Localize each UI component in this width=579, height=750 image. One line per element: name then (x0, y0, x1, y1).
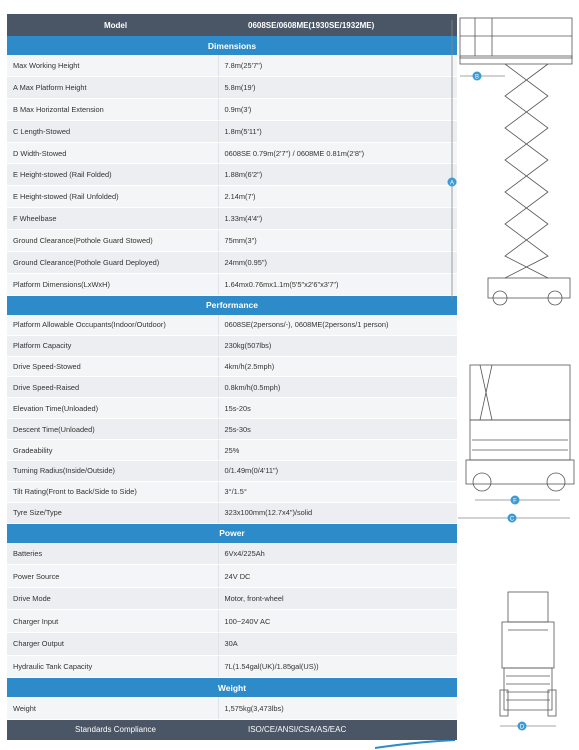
table-row (7, 655, 457, 678)
row-label: Drive Speed-Raised (7, 377, 218, 398)
row-label: Charger Input (7, 610, 218, 633)
row-label: Drive Speed-Stowed (7, 356, 218, 377)
row-label: Descent Time(Unloaded) (7, 419, 218, 440)
section-title: Weight (7, 678, 457, 698)
table-row (7, 502, 457, 523)
model-label: Model (7, 14, 218, 36)
front-view (500, 592, 556, 726)
table-row (7, 481, 457, 502)
table-row (7, 98, 457, 120)
row-value: 4km/h(2.5mph) (218, 356, 457, 377)
row-label: Tyre Size/Type (7, 502, 218, 523)
row-value: 0.8km/h(0.5mph) (218, 377, 457, 398)
row-value: 25% (218, 440, 457, 461)
section-dimensions (7, 36, 457, 55)
row-label: D Width-Stowed (7, 142, 218, 164)
marker-d-label: D (519, 724, 525, 731)
table-row (7, 335, 457, 356)
table-row (7, 565, 457, 588)
table-row (7, 377, 457, 398)
row-value: 3°/1.5° (218, 481, 457, 502)
section-weight (7, 678, 457, 698)
row-value: 323x100mm(12.7x4")/solid (218, 502, 457, 523)
dimension-markers (448, 72, 527, 731)
row-label: Gradeability (7, 440, 218, 461)
row-value: 1,575kg(3,473lbs) (218, 697, 457, 719)
section-title: Performance (7, 295, 457, 315)
model-value: 0608SE/0608ME(1930SE/1932ME) (218, 14, 457, 36)
decorative-swoosh (375, 740, 455, 750)
row-label: Platform Allowable Occupants(Indoor/Outdoor) (7, 315, 218, 335)
row-label: Elevation Time(Unloaded) (7, 398, 218, 419)
model-header-row (7, 14, 457, 36)
table-row (7, 55, 457, 76)
row-label: Ground Clearance(Pothole Guard Stowed) (7, 230, 218, 252)
table-row (7, 208, 457, 230)
row-label: Charger Output (7, 633, 218, 656)
row-value: 0608SE 0.79m(2'7") / 0608ME 0.81m(2'8") (218, 142, 457, 164)
row-label: E Height-stowed (Rail Folded) (7, 164, 218, 186)
side-view-stowed (458, 365, 574, 518)
lift-drawings-svg (430, 0, 579, 750)
row-value: 25s-30s (218, 419, 457, 440)
table-row (7, 697, 457, 719)
row-label: F Wheelbase (7, 208, 218, 230)
row-value: 0608SE(2persons/-), 0608ME(2persons/1 person) (218, 315, 457, 335)
spec-table (7, 14, 457, 740)
marker-c-label: C (509, 516, 515, 523)
table-row (7, 76, 457, 98)
table-row (7, 273, 457, 295)
row-value: 30A (218, 633, 457, 656)
side-view-raised (449, 18, 572, 305)
marker-f-label: F (513, 498, 517, 505)
row-label: Turning Radius(Inside/Outside) (7, 461, 218, 482)
table-row (7, 252, 457, 274)
row-value: 100~240V AC (218, 610, 457, 633)
table-row (7, 356, 457, 377)
row-value: 0/1.49m(0/4'11") (218, 461, 457, 482)
row-value: 15s-20s (218, 398, 457, 419)
row-label: Platform Dimensions(LxWxH) (7, 273, 218, 295)
table-row (7, 398, 457, 419)
row-label: A Max Platform Height (7, 76, 218, 98)
row-label: Batteries (7, 543, 218, 565)
row-value: 230kg(507lbs) (218, 335, 457, 356)
table-row (7, 587, 457, 610)
row-label: Ground Clearance(Pothole Guard Deployed) (7, 252, 218, 274)
section-title: Dimensions (7, 36, 457, 55)
section-title: Power (7, 523, 457, 543)
table-row (7, 610, 457, 633)
marker-a-label: A (449, 180, 455, 187)
technical-drawings (430, 0, 579, 750)
row-label: C Length-Stowed (7, 120, 218, 142)
section-performance (7, 295, 457, 315)
row-value: 0.9m(3') (218, 98, 457, 120)
table-row (7, 230, 457, 252)
row-value: Motor, front-wheel (218, 587, 457, 610)
row-label: Max Working Height (7, 55, 218, 76)
row-label: Tilt Rating(Front to Back/Side to Side) (7, 481, 218, 502)
standards-label: Standards Compliance (7, 719, 218, 740)
row-value: 1.33m(4'4") (218, 208, 457, 230)
table-row (7, 461, 457, 482)
table-row (7, 543, 457, 565)
table-row (7, 419, 457, 440)
row-label: Drive Mode (7, 587, 218, 610)
standards-value: ISO/CE/ANSI/CSA/AS/EAC (218, 719, 457, 740)
table-row (7, 142, 457, 164)
row-value: 75mm(3") (218, 230, 457, 252)
table-row (7, 164, 457, 186)
row-value: 7L(1.54gal(UK)/1.85gal(US)) (218, 655, 457, 678)
row-value: 1.64mx0.76mx1.1m(5'5"x2'6"x3'7") (218, 273, 457, 295)
table-row (7, 315, 457, 335)
table-row (7, 120, 457, 142)
marker-b-label: B (474, 74, 480, 81)
row-label: Power Source (7, 565, 218, 588)
standards-row (7, 719, 457, 740)
table-row (7, 186, 457, 208)
row-value: 24V DC (218, 565, 457, 588)
row-label: B Max Horizontal Extension (7, 98, 218, 120)
row-value: 6Vx4/225Ah (218, 543, 457, 565)
row-label: Platform Capacity (7, 335, 218, 356)
table-row (7, 633, 457, 656)
section-power (7, 523, 457, 543)
table-row (7, 440, 457, 461)
row-value: 1.8m(5'11") (218, 120, 457, 142)
row-value: 1.88m(6'2") (218, 164, 457, 186)
row-value: 2.14m(7') (218, 186, 457, 208)
row-label: E Height-stowed (Rail Unfolded) (7, 186, 218, 208)
row-value: 5.8m(19') (218, 76, 457, 98)
row-label: Weight (7, 697, 218, 719)
row-value: 24mm(0.95") (218, 252, 457, 274)
row-value: 7.8m(25'7") (218, 55, 457, 76)
row-label: Hydraulic Tank Capacity (7, 655, 218, 678)
